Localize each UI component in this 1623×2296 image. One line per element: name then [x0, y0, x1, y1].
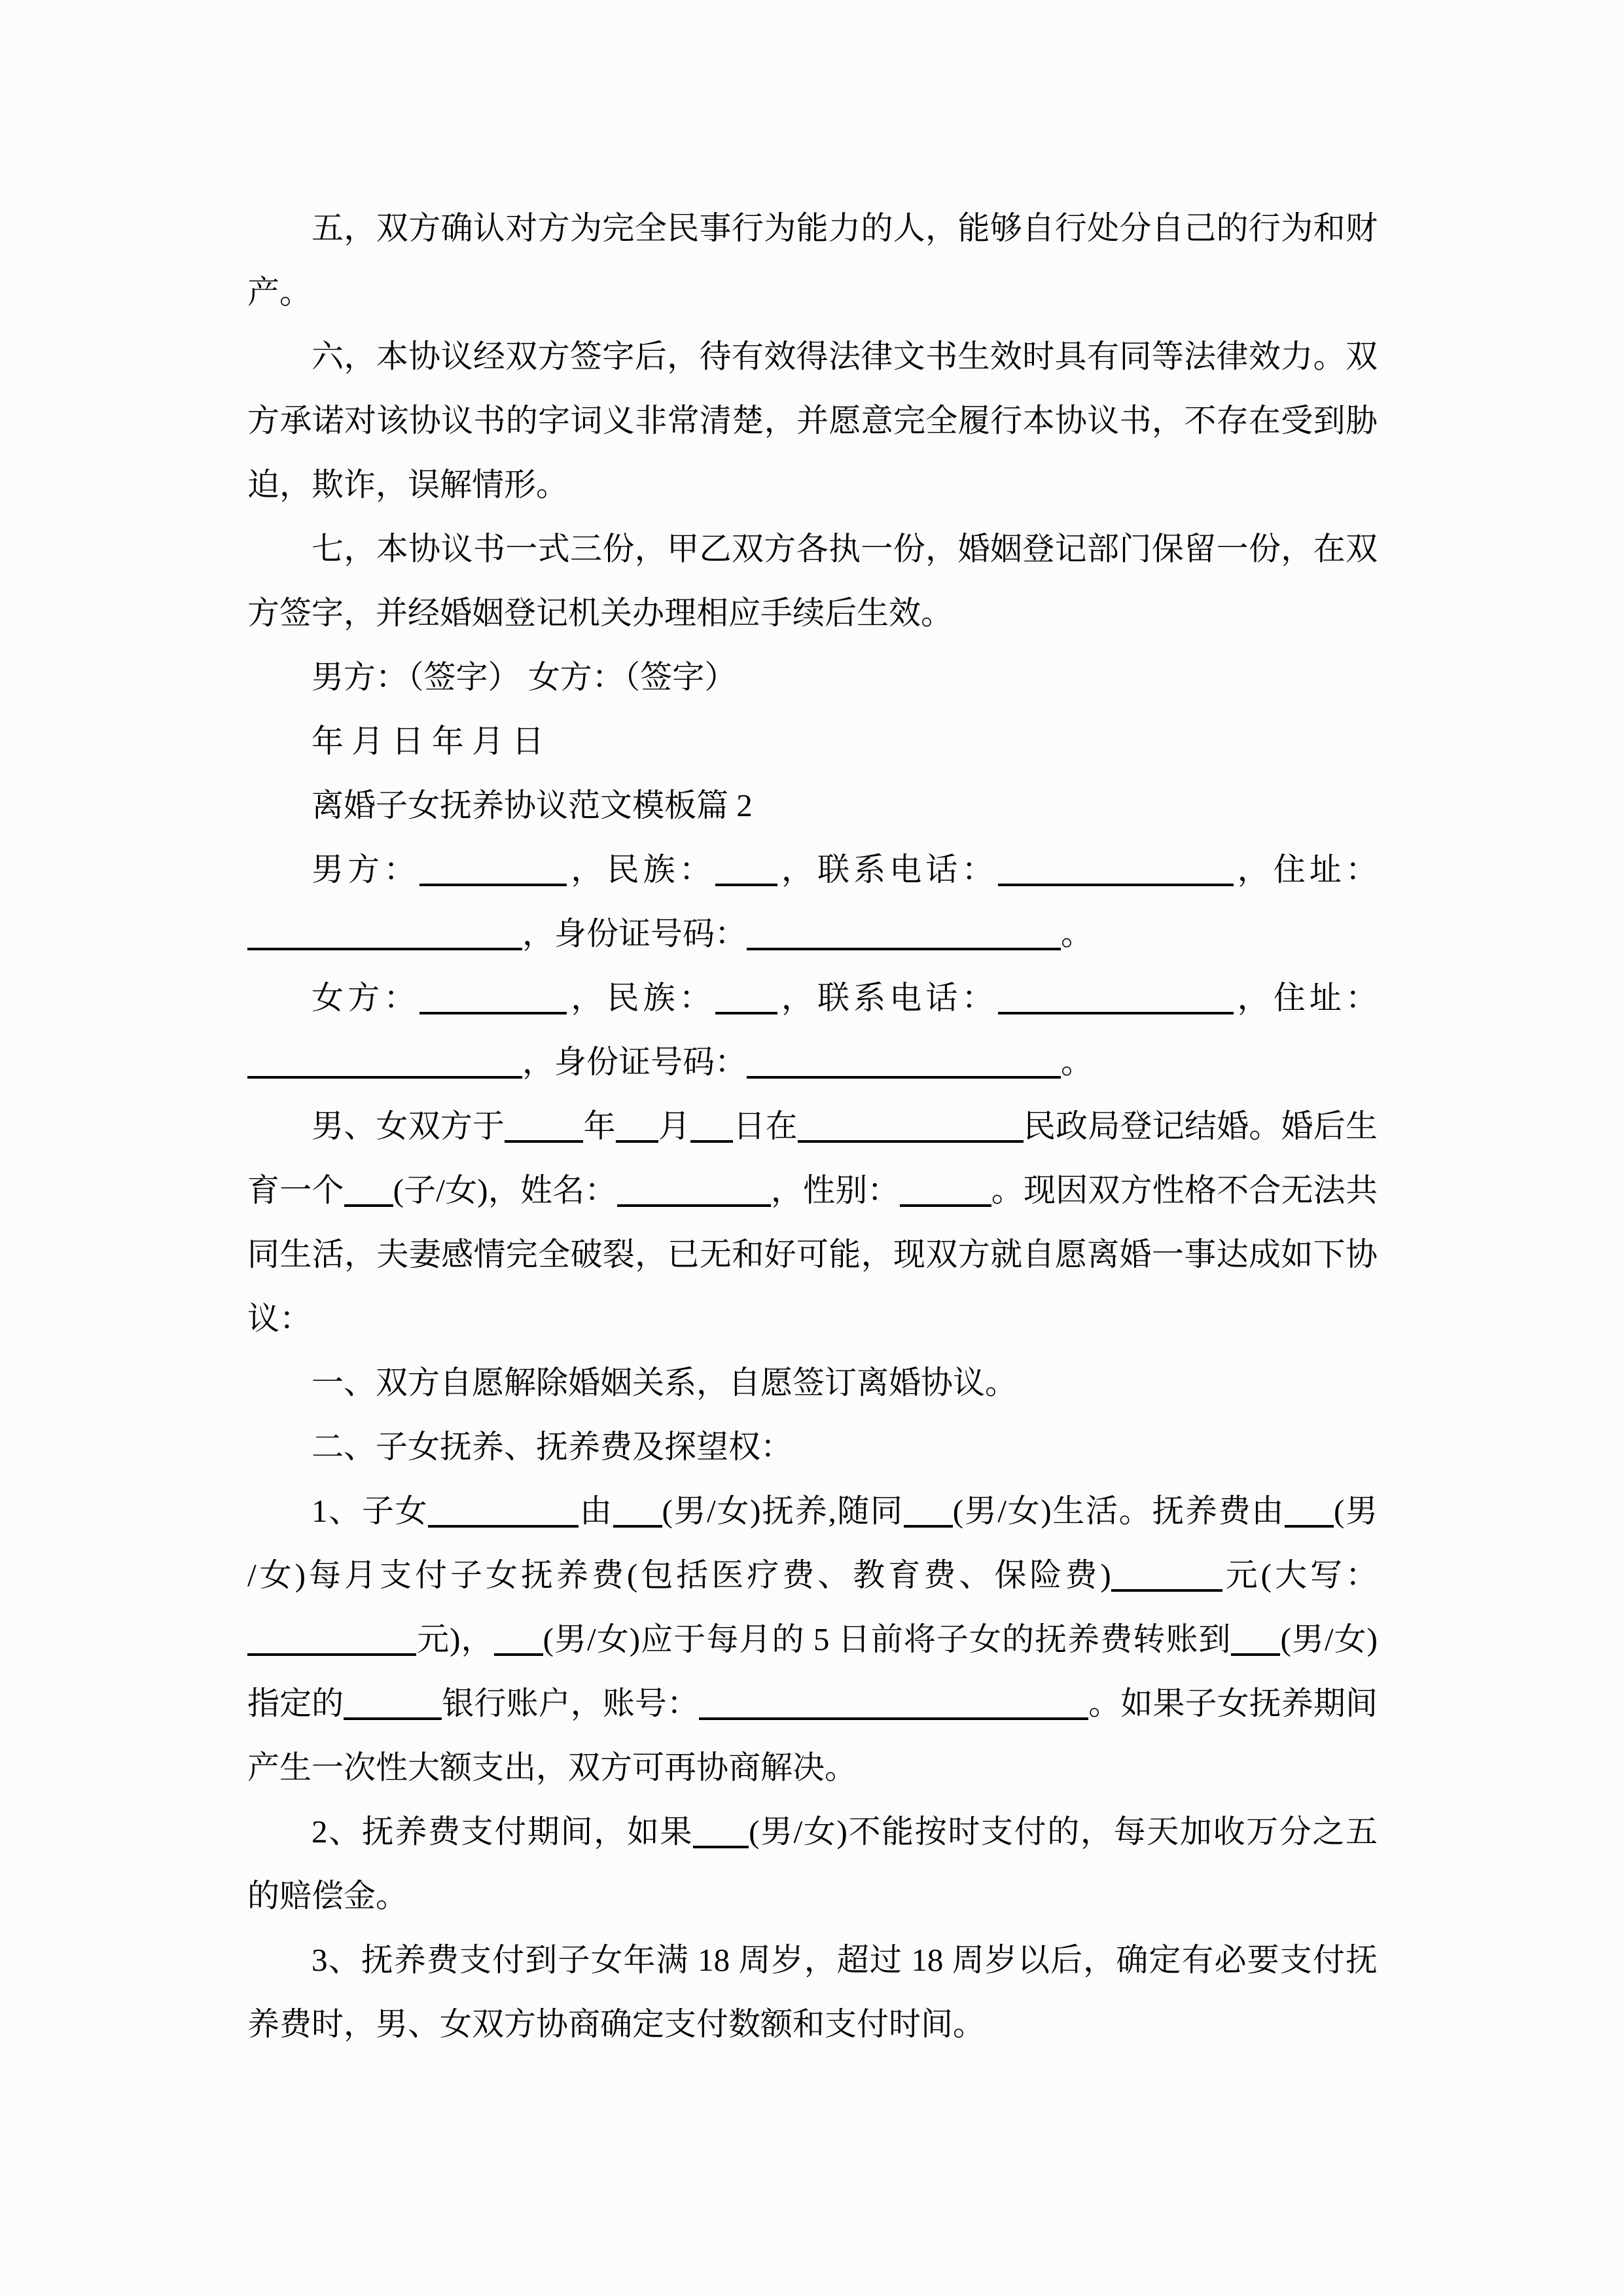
document-line [247, 1287, 1378, 1351]
fill-in-blank [617, 1195, 771, 1207]
text-run: ，身份证号码： [522, 916, 747, 952]
document-line [247, 1928, 1378, 1992]
text-run: 。 [1061, 1044, 1094, 1080]
text-run: 日在 [733, 1108, 798, 1144]
text-run: /女)每月支付子女抚养费(包括医疗费、教育费、保险费) [247, 1557, 1111, 1593]
text-run: (男 [1334, 1493, 1378, 1529]
text-run: 年 [583, 1108, 616, 1144]
fill-in-blank [419, 1003, 567, 1014]
fill-in-blank [715, 1003, 777, 1014]
document-line [247, 645, 1378, 709]
text-run: ，住址： [1233, 852, 1378, 888]
text-run: 男方：（签字） 女方：（签字） [312, 659, 737, 695]
document-line [247, 581, 1378, 645]
fill-in-blank [900, 1195, 991, 1207]
text-run: 方承诺对该协议书的字词义非常清楚，并愿意完全履行本协议书，不存在受到胁 [247, 403, 1378, 439]
fill-in-blank [613, 1516, 662, 1528]
document-line [247, 902, 1378, 966]
text-run: 女方： [312, 980, 420, 1016]
fill-in-blank [344, 1195, 393, 1207]
text-run: ，民族： [567, 980, 715, 1016]
document-line [247, 774, 1378, 838]
text-run: 迫，欺诈，误解情形。 [247, 467, 569, 503]
fill-in-blank [247, 1644, 416, 1656]
text-run: ，性别： [770, 1172, 900, 1208]
document-line [247, 196, 1378, 260]
document-line [247, 1158, 1378, 1223]
text-run: 元)， [416, 1621, 494, 1657]
text-run: 一、双方自愿解除婚姻关系，自愿签订离婚协议。 [312, 1365, 1018, 1401]
text-run: (男/女)不能按时支付的，每天加收万分之五 [749, 1814, 1378, 1850]
fill-in-blank [798, 1131, 1024, 1143]
document-line [247, 1479, 1378, 1543]
text-run: (男/女)生活。抚养费由 [952, 1493, 1285, 1529]
fill-in-blank [747, 939, 1061, 950]
fill-in-blank [690, 1131, 733, 1143]
text-run: 民政局登记结婚。婚后生 [1023, 1108, 1378, 1144]
text-run: 议： [247, 1300, 312, 1336]
text-run: 同生活，夫妻感情完全破裂，已无和好可能，现双方就自愿离婚一事达成如下协 [247, 1236, 1378, 1272]
document-line [247, 1415, 1378, 1479]
fill-in-blank [747, 1067, 1061, 1079]
text-run: 二、子女抚养、抚养费及探望权： [312, 1429, 793, 1465]
text-run: 年 月 日 年 月 日 [312, 723, 544, 759]
document-line [247, 1030, 1378, 1094]
fill-in-blank [1285, 1516, 1334, 1528]
text-run: 。现因双方性格不合无法共 [991, 1172, 1378, 1208]
text-run: 的赔偿金。 [247, 1878, 408, 1914]
fill-in-blank [616, 1131, 658, 1143]
fill-in-blank [998, 1003, 1234, 1014]
text-run: (子/女)，姓名： [393, 1172, 617, 1208]
fill-in-blank [693, 1837, 749, 1848]
fill-in-blank [998, 874, 1234, 886]
document-line [247, 325, 1378, 389]
text-run: ，身份证号码： [522, 1044, 747, 1080]
fill-in-blank [247, 1067, 522, 1079]
document-line [247, 709, 1378, 774]
document-line [247, 1800, 1378, 1864]
text-run: 七，本协议书一式三份，甲乙双方各执一份，婚姻登记部门保留一份，在双 [312, 531, 1378, 567]
text-run: (男/女) [1280, 1621, 1378, 1657]
text-run: 养费时，男、女双方协商确定支付数额和支付时间。 [247, 2006, 986, 2042]
document-line [247, 1607, 1378, 1672]
text-run: (男/女)应于每月的 5 日前将子女的抚养费转账到 [543, 1621, 1232, 1657]
text-run: 3、抚养费支付到子女年满 18 周岁，超过 18 周岁以后，确定有必要支付抚 [312, 1942, 1378, 1978]
text-run: 。 [1061, 916, 1094, 952]
text-run: ，联系电话： [777, 980, 998, 1016]
document-line [247, 1094, 1378, 1158]
fill-in-blank [1111, 1580, 1222, 1592]
document-line [247, 838, 1378, 902]
document-line [247, 389, 1378, 453]
fill-in-blank [494, 1644, 543, 1656]
document-line [247, 260, 1378, 325]
document-line [247, 1351, 1378, 1415]
text-run: 元(大写： [1222, 1557, 1378, 1593]
text-run: 由 [579, 1493, 613, 1529]
document-line [247, 517, 1378, 581]
text-run: 离婚子女抚养协议范文模板篇 2 [312, 787, 753, 823]
text-run: 育一个 [247, 1172, 344, 1208]
document-line [247, 1543, 1378, 1607]
fill-in-blank [1231, 1644, 1280, 1656]
text-run: 指定的 [247, 1685, 344, 1721]
text-run: 方签字，并经婚姻登记机关办理相应手续后生效。 [247, 595, 954, 631]
document-line [247, 1736, 1378, 1800]
document-line [247, 966, 1378, 1030]
fill-in-blank [428, 1516, 579, 1528]
text-run: 五，双方确认对方为完全民事行为能力的人，能够自行处分自己的行为和财 [312, 210, 1378, 246]
text-run: ，民族： [567, 852, 715, 888]
document-line [247, 453, 1378, 517]
fill-in-blank [699, 1708, 1088, 1720]
document-line [247, 1992, 1378, 2056]
text-run: 男方： [312, 852, 420, 888]
text-run: 男、女双方于 [312, 1108, 505, 1144]
text-run: ，住址： [1233, 980, 1378, 1016]
fill-in-blank [505, 1131, 583, 1143]
document-line [247, 1223, 1378, 1287]
text-run: 月 [658, 1108, 691, 1144]
text-run: 2、抚养费支付期间，如果 [312, 1814, 694, 1850]
fill-in-blank [904, 1516, 953, 1528]
text-run: 产生一次性大额支出，双方可再协商解决。 [247, 1749, 857, 1785]
document-line [247, 1672, 1378, 1736]
text-run: 产。 [247, 274, 312, 310]
document-line [247, 1864, 1378, 1928]
text-run: 。如果子女抚养期间 [1088, 1685, 1378, 1721]
fill-in-blank [419, 874, 567, 886]
text-run: 1、子女 [312, 1493, 429, 1529]
text-run: 六，本协议经双方签字后，待有效得法律文书生效时具有同等法律效力。双 [312, 338, 1378, 374]
fill-in-blank [344, 1708, 442, 1720]
fill-in-blank [247, 939, 522, 950]
fill-in-blank [715, 874, 777, 886]
text-run: 银行账户，账号： [442, 1685, 700, 1721]
text-run: (男/女)抚养,随同 [662, 1493, 904, 1529]
text-run: ，联系电话： [777, 852, 998, 888]
